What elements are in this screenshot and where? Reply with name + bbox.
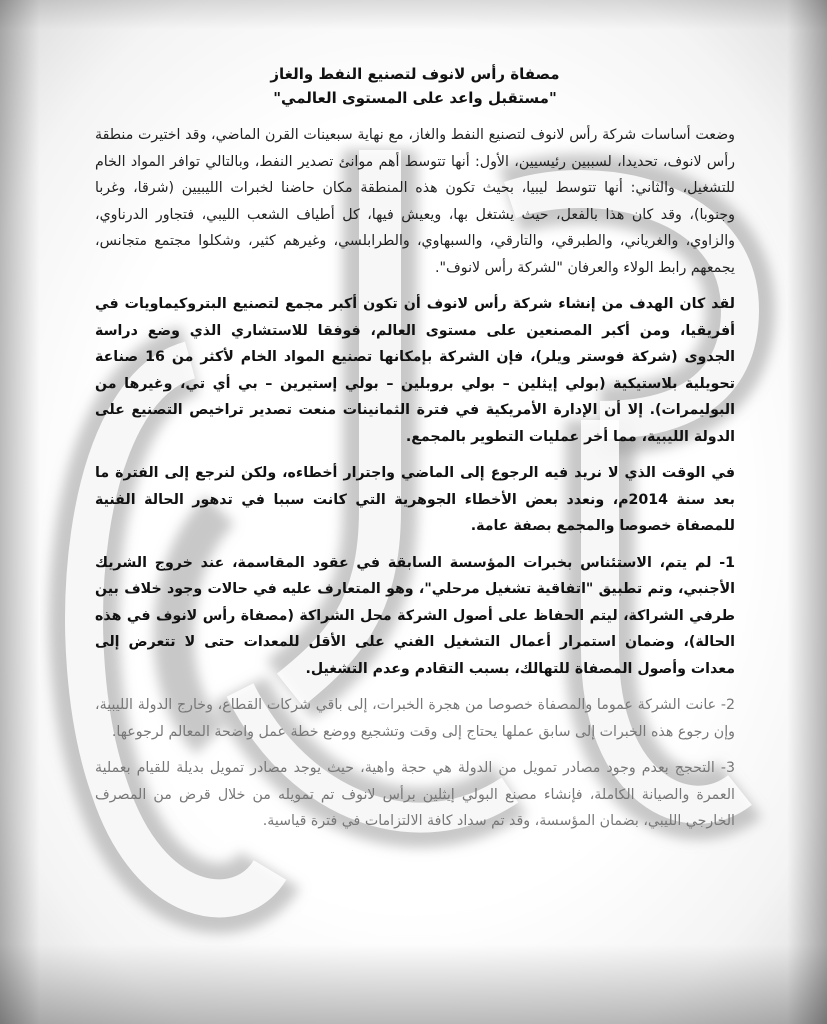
page-shadow-left: [0, 0, 40, 1024]
paragraph-errors-intro: في الوقت الذي لا نريد فيه الرجوع إلى الماضي واجترار أخطاءه، ولكن لنرجع إلى الفترة ما بعد سنة 2014م، ونعدد بعض الأخطاء الجوهرية التي كانت سببا في تدهور الحالة الفنية للمصفاة خصوصا والمجمع بصفة عامة.: [95, 465, 735, 534]
list-item-1: 1- لم يتم، الاستئناس بخبرات المؤسسة السابقة في عقود المقاسمة، عند خروج الشريك الأجنبي، وتم تطبيق "اتفاقية تشغيل مرحلي"، وهو المتعارف عليه في حالات وجود خلاف بين طرفي الشراكة، ليتم الحفاظ على أصول الشركة محل الشراكة (مصفاة رأس لانوف في هذه الحالة)، وضمان استمرار أعمال التشغيل الفني على الأقل للمعدات حتى لا تتعرض إلى معدات وأصول المصفاة للتهالك، بسبب التقادم وعدم التشغيل.: [95, 554, 735, 677]
paragraph-goal: لقد كان الهدف من إنشاء شركة رأس لانوف أن تكون أكبر مجمع لتصنيع البتروكيماويات في أفريقيا، ومن أكبر المصنعين على مستوى العالم، فوفقا للاستشاري الذي وضع دراسة الجدوى (شركة فوستر ويلر)، فإن الشركة بإمكانها تصنيع المواد الخام لأكثر من 16 صناعة تحويلية بلاستيكية (بولي إيثلين – بولي بروبلين – بولي إستيرين – بي أي تي، وغيرها من البوليمرات). إلا أن الإدارة الأمريكية في فترة الثمانينات منعت تصدير تراخيص التصنيع على الدولة الليبية، مما أخر عمليات التطوير بالمجمع.: [95, 296, 735, 445]
page-shadow-bottom: [0, 944, 827, 1024]
page-shadow-right: [787, 0, 827, 1024]
page-shadow-top: [0, 0, 827, 30]
document-body: [95, 62, 735, 845]
paragraph-intro: وضعت أساسات شركة رأس لانوف لتصنيع النفط والغاز، مع نهاية سبعينات القرن الماضي، وقد اختيرت منطقة رأس لانوف، تحديدا، لسببين رئيسيين، الأول: أنها تتوسط أهم موانئ تصدير النفط، وبالتالي توافر المواد الخام للتشغيل، والثاني: أنها تتوسط ليبيا، بحيث تكون هذه المنطقة مكان حاضنا لخبرات الليبيين (شرقا، وغربا وجنوبا)، وقد كان هذا بالفعل، حيث يشتغل بها، ويعيش فيها، كل أطياف الشعب الليبي، فتجاور الدرناوي، والزاوي، والغرياني، والطبرقي، والتارقي، والسبهاوي، والطرابلسي، وغيرهم كثير، وشكلوا مجتمع متجانس، يجمعهم رابط الولاء والعرفان "لشركة رأس لانوف".: [95, 127, 735, 276]
document-subtitle: "مستقبل واعد على المستوى العالمي": [273, 89, 557, 107]
list-item-3: 3- التحجج بعدم وجود مصادر تمويل من الدولة هي حجة واهية، حيث يوجد مصادر تمويل بديلة للقيام بعملية العمرة والصيانة الكاملة، فإنشاء مصنع البولي إيثلين برأس لانوف تم تمويله من خلال قرض من المصرف الخارجي الليبي، بضمان المؤسسة، وقد تم سداد كافة الالتزامات في فترة قياسية.: [95, 760, 735, 829]
list-item-2: 2- عانت الشركة عموما والمصفاة خصوصا من هجرة الخبرات، إلى باقي شركات القطاع، وخارج الدولة الليبية، وإن رجوع هذه الخبرات إلى سابق عملها يحتاج إلى وقت وتشجيع ووضع خطة عمل واضحة المعالم لرجوعها.: [95, 697, 735, 740]
document-title: مصفاة رأس لانوف لتصنيع النفط والغاز: [270, 65, 560, 83]
